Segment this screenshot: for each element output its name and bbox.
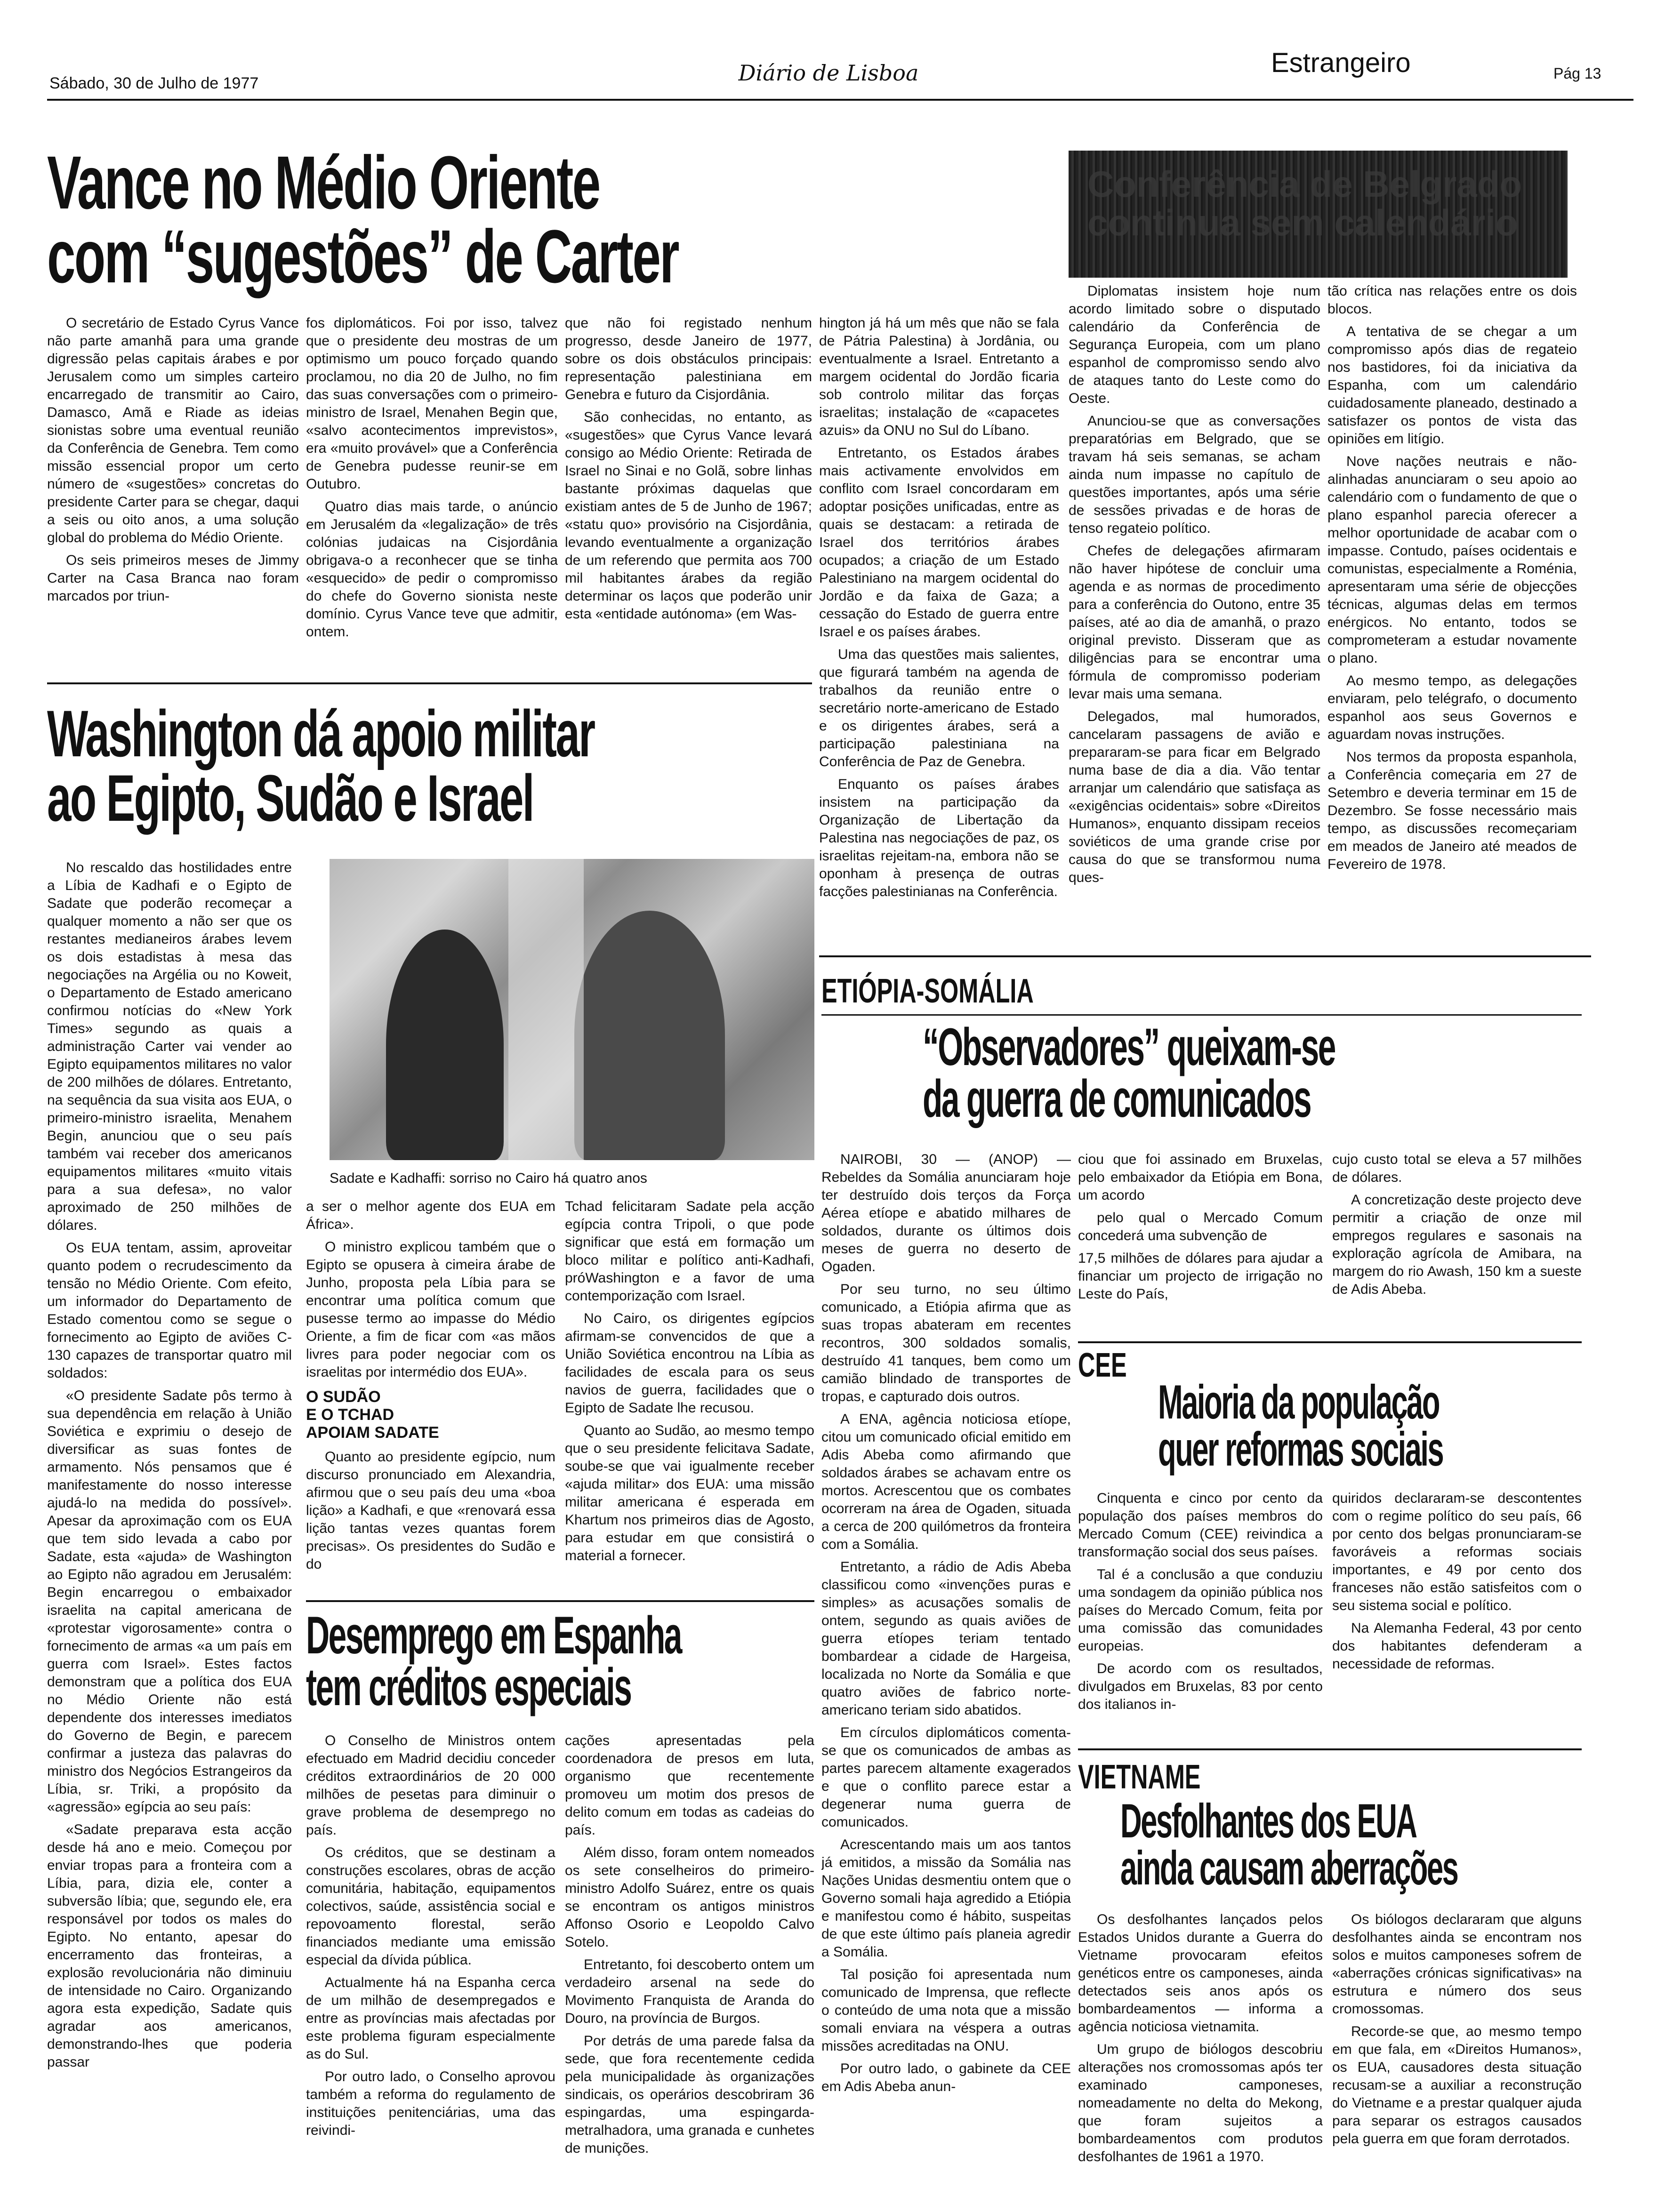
washington-paragraph: O ministro explicou também que o Egipto se opusera à cimeira árabe de Junho, proposta pela Líbia para se encontrar uma política comum que pusesse termo ao impasse do Médio Oriente, a fim de ficar com «as mãos livres para poder negociar com os israelitas por intermédio dos EUA». [306,1239,555,1380]
espanha-headline-line1: Desemprego em Espanha [306,1610,681,1665]
etiopia-paragraph: Tal posição foi apresentada num comunicado de Imprensa, que reflecte o conteúdo de uma nota que a missão somali enviara na véspera a outras missões acreditadas na ONU. [821,1967,1071,2054]
etiopia-paragraph: 17,5 milhões de dólares para ajudar a financiar um projecto de irrigação no Leste do País, [1078,1250,1323,1302]
vietname-headline-line1: Desfolhantes dos EUA [1120,1798,1416,1848]
cee-headline-line2: quer reformas sociais [1158,1422,1443,1476]
cee-column-1 [1078,1490,1323,1744]
vance-column-4 [819,314,1059,945]
vance-bottom-rule [47,682,812,684]
etiopia-paragraph: pelo qual o Mercado Comum concederá uma subvenção de [1078,1210,1323,1243]
photo-backdrop [508,859,584,1160]
etiopia-paragraph: Por outro lado, o gabinete da CEE em Adis Abeba anun- [821,2061,1071,2094]
masthead-page-number: Pág 13 [1553,65,1601,82]
espanha-paragraph: cações apresentadas pela coordenadora de presos em luta, organismo que recentemente promoveu um motim dos presos de delito comum em todas as cadeias do país. [565,1733,814,1838]
belgrado-paragraph: Delegados, mal humorados, cancelaram passagens de avião e prepararam-se para ficar em Belgrado numa base de dia a dia. Vão tentar arranjar um calendário que satisfaça as «exigências ocidentais» sobre «Direitos Humanos», enquanto dissipam receios soviéticos de uma grande crise por causa do que se transformou numa ques- [1069,709,1320,885]
vance-paragraph: Enquanto os países árabes insistem na participação da Organização de Libertação da Palestina nas negociações de paz, os israelitas rejeitam-na, embora não se oponham à presença de outras facções palestinianas na Conferência. [819,777,1059,899]
masthead-date: Sábado, 30 de Julho de 1977 [49,74,259,92]
vance-column-3 [565,314,812,681]
cee-paragraph: quiridos declararam-se descontentes com o regime político do seu país, 66 por cento dos belgas pronunciaram-se favoráveis a reformas sociais importantes, e 49 por cento dos franceses não estão satisfeitos com o seu sistema social e político. [1332,1491,1582,1613]
belgrado-paragraph: Anunciou-se que as conversações preparatórias em Belgrado, que se travam há seis semanas, se acham ainda num impasse no capítulo de questões importantes, após uma série de sessões privadas e de horas de tenso regateio político. [1069,413,1320,536]
etiopia-headline [923,1021,1582,1130]
etiopia-paragraph: Por seu turno, no seu último comunicado, a Etiópia afirma que as suas tropas abateram em recentes recontros, 300 soldados somalis, destruído 41 tanques, bem como um camião blindado de transportes de tropas, e capturado dois outros. [821,1282,1071,1404]
washington-subhead [306,1388,555,1442]
etiopia-paragraph: Acrescentando mais um aos tantos já emitidos, a missão da Somália nas Nações Unidas desmentiu ontem que o Governo somali haja agredido a Etiópia e manifestou como é hábito, suspeitas de que este último país planeia agredir a Somália. [821,1837,1071,1960]
vietname-paragraph: Os desfolhantes lançados pelos Estados Unidos durante a Guerra do Vietname provocaram efeitos genéticos entre os camponeses, ainda detectados seis anos após os bombardeamentos — informa a agência noticiosa vietnamita. [1078,1912,1323,2035]
etiopia-paragraph: A ENA, agência noticiosa etíope, citou um comunicado oficial emitido em Adis Abeba como afirmando que soldados árabes se achavam entre os mortos. Acrescentou que os combates ocorreram na área de Ogaden, situada a cerca de 200 quilómetros da fronteira com a Somália. [821,1411,1071,1552]
vance-paragraph: Uma das questões mais salientes, que figurará também na agenda de trabalhos da reunião entre o secretário norte-americano de Estado e os dirigentes árabes, será a participação palestiniana na Conferência de Paz de Genebra. [819,647,1059,769]
cee-paragraph: Tal é a conclusão a que conduziu uma sondagem da opinião pública nos países do Mercado Comum, feita por uma comissão das comunidades europeias. [1078,1567,1323,1654]
washington-paragraph: Os EUA tentam, assim, aproveitar quanto podem o recrudescimento da tensão no Médio Oriente. Com efeito, um informador do Departamento de Estado comentou como se segue o fornecimento ao Egipto de aviões C-130 capazes de transportar quatro mil soldados: [47,1240,292,1381]
masthead-paper-name: Diário de Lisboa [738,60,919,86]
espanha-headline [306,1610,814,1723]
washington-headline [47,701,812,842]
espanha-paragraph: Por detrás de uma parede falsa da sede, que fora recentemente cedida pela municipalidade às organizações sindicais, os operários descobriram 36 espingardas, uma espingarda-metralhadora, uma granada e cunhetes de munições. [565,2033,814,2156]
masthead-rule [47,99,1633,101]
belgrado-paragraph: Ao mesmo tempo, as delegações enviaram, pelo telégrafo, o documento espanhol aos seus Governos e aguardam novas instruções. [1327,673,1577,742]
vance-paragraph: que não foi registado nenhum progresso, desde Janeiro de 1977, sobre os dois obstáculos principais: representação palestiniana em Genebra e futuro da Cisjordânia. [565,315,812,402]
belgrado-column-1 [1069,282,1320,951]
washington-paragraph: No Cairo, os dirigentes egípcios afirmam-se convencidos de que a União Soviética encontrou na Líbia as facilidades de escala para os seus navios de guerra, facilidades que o Egipto de Sadate lhe recusou. [565,1311,814,1416]
vietname-paragraph: Recorde-se que, ao mesmo tempo em que fala, em «Direitos Humanos», os EUA, causadores desta situação recusam-se a auxiliar a reconstrução do Vietname e a prestar qualquer ajuda para separar os estragos causados pela guerra em que foram derrotados. [1332,2024,1582,2147]
washington-paragraph: Quanto ao presidente egípcio, num discurso pronunciado em Alexandria, afirmou que o seu país deu uma «boa lição» a Kadhafi, e que «renovará essa lição tantas vezes quantas forem precisas». Os presidentes do Sudão e do [306,1449,555,1572]
washington-paragraph: Quanto ao Sudão, ao mesmo tempo que o seu presidente felicitava Sadate, soube-se que vai igualmente receber «ajuda militar» dos EUA: uma missão militar americana é esperada em Khartum nos primeiros dias de Agosto, para estudar em que consistirá o material a fornecer. [565,1423,814,1563]
etiopia-bottom-rule [1078,1341,1582,1343]
etiopia-paragraph: Entretanto, a rádio de Adis Abeba classificou como «invenções puras e simples» as acusações somalis de ontem, segundo as quais aviões de guerra etíopes teriam tentado bombardear a cidade de Hargeisa, localizada no Norte da Somália e que quatro aviões de fabrico norte-americano teriam sido abatidos. [821,1559,1071,1718]
etiopia-kicker-rule [821,1014,1582,1016]
vietname-kicker [1078,1758,1360,1800]
photo-figure-left [386,930,504,1160]
vance-paragraph: hington já há um mês que não se fala de Pátria Palestina) à Jordânia, ou eventualmente a Israel. Entretanto a margem ocidental do Jordão ficaria sob controlo militar das forças israelitas; instalação de «capacetes azuis» da ONU no Sul do Líbano. [819,315,1059,438]
belgrado-header-box [1069,151,1568,278]
belgrado-paragraph: Nove nações neutrais e não-alinhadas anunciaram o seu apoio ao calendário com o fundamento de que o plano espanhol parecia oferecer a melhor oportunidade de acabar com o impasse. Contudo, países ocidentais e comunistas, especialmente a Roménia, apresentaram uma série de objecções técnicas, algumas delas em termos enérgicos. No entanto, todos se comprometeram a estudar novamente o plano. [1327,454,1577,666]
washington-column-3 [565,1198,814,1588]
espanha-column-1 [306,1732,555,2203]
etiopia-headline-line1: “Observadores” queixam-se [923,1021,1335,1076]
etiopia-paragraph: Em círculos diplomáticos comenta-se que os comunicados de ambas as partes parecem altamente exagerados e que o conflito parece estar a degenerar numa guerra de comunicados. [821,1725,1071,1830]
cee-paragraph: De acordo com os resultados, divulgados em Bruxelas, 83 por cento dos italianos in- [1078,1661,1323,1712]
cee-headline-line1: Maioria da população [1158,1379,1439,1429]
vietname-paragraph: Os biólogos declararam que alguns desfolhantes ainda se encontram nos solos e muitos camponeses sofrem de «aberrações crónicas significativas» na estrutura e número dos seus cromossomas. [1332,1912,1582,2017]
etiopia-paragraph: NAIROBI, 30 — (ANOP) — Rebeldes da Somália anunciaram hoje ter destruído dois terços da Força Aérea etíope e abatido milhares de soldados, durante os últimos dois meses de guerra no deserto de Ogaden. [821,1152,1071,1274]
espanha-paragraph: O Conselho de Ministros ontem efectuado em Madrid decidiu conceder créditos extraordinários de 20 000 milhões de pesetas para diminuir o grave problema de desemprego no país. [306,1733,555,1838]
washington-paragraph: Tchad felicitaram Sadate pela acção egípcia contra Tripoli, o que pode significar que está em formação um bloco militar e político anti-Kadhafi, próWashington e a favor de uma contemporização com Israel. [565,1199,814,1304]
vance-paragraph: São conhecidas, no entanto, as «sugestões» que Cyrus Vance levará consigo ao Médio Oriente: Retirada de Israel no Sinai e no Golã, sobre linhas bastante próximas daquelas que existiam antes de 5 de Junho de 1967; «statu quo» provisório na Cisjordânia, levando eventualmente a organização de um referendo que permita aos 700 mil habitantes árabes da região determinar os laços que poderão unir esta «entidade autónoma» (em Was- [565,409,812,622]
vance-paragraph: fos diplomáticos. Foi por isso, talvez que o presidente deu mostras de um optimismo um pouco forçado quando proclamou, no dia 20 de Julho, no fim das suas conversações com o primeiro-ministro de Israel, Menahen Begin que, «salvo acontecimentos imprevistos», era «muito provável» que a Conferência de Genebra pudesse reunir-se em Outubro. [306,315,558,492]
etiopia-column-1 [821,1151,1071,2203]
vance-paragraph: Os seis primeiros meses de Jimmy Carter na Casa Branca nao foram marcados por triun- [47,553,299,604]
etiopia-headline-line2: da guerra de comunicados [923,1069,1311,1128]
vietname-column-2 [1332,1911,1582,2203]
etiopia-paragraph: A concretização deste projecto deve permitir a criação de onze mil empregos regulares e sasonais na exploração agrícola de Amibara, na margem do rio Awash, 150 km a sueste de Adis Abeba. [1332,1192,1582,1297]
vietname-paragraph: Um grupo de biólogos descobriu alterações nos cromossomas após ter examinado camponeses, nomeadamente no delta do Mekong, que foram sujeitos a bombardeamentos com produtos desfolhantes de 1961 a 1970. [1078,2042,1323,2164]
espanha-headline-line2: tem créditos especiais [306,1657,631,1716]
belgrado-paragraph: tão crítica nas relações entre os dois blocos. [1327,283,1577,317]
cee-headline [1158,1379,1582,1487]
belgrado-paragraph: Chefes de delegações afirmaram não haver hipótese de concluir uma agenda e as normas de procedimento para a conferência do Outono, entre 35 países, até ao dia de amanhã, o prazo original previsto. Disseram que as diligências para se encontrar uma fórmula de compromisso poderiam levar mais uma semana. [1069,543,1320,702]
espanha-paragraph: Por outro lado, o Conselho aprovou também a reforma do regulamento de instituições penitenciárias, uma das reivindi- [306,2069,555,2138]
photo-caption: Sadate e Kadhaffi: sorriso no Cairo há quatro anos [330,1170,647,1186]
vietname-headline [1120,1798,1582,1906]
subhead-line: APOIAM SADATE [306,1424,439,1442]
photo-figure-right [574,911,725,1160]
belgrado-column-2 [1327,282,1577,951]
washington-headline-line2: ao Egipto, Sudão e Israel [47,761,533,835]
belgrado-paragraph: Nos termos da proposta espanhola, a Conferência começaria em 27 de Setembro e deveria terminar em 15 de Dezembro. Se fosse necessário mais tempo, as discussões recomeçariam em meados de Janeiro até meados de Fevereiro de 1978. [1327,749,1577,872]
espanha-paragraph: Entretanto, foi descoberto ontem um verdadeiro arsenal na sede do Movimento Franquista de Aranda do Douro, na província de Burgos. [565,1957,814,2026]
etiopia-column-2 [1078,1151,1323,1339]
washington-column-2 [306,1198,555,1588]
cee-kicker-text: CEE [1078,1346,1127,1384]
washington-paragraph: «O presidente Sadate pôs termo à sua dependência em relação à União Soviética e exprimiu o desejo de diversificar as suas fontes de armamento. Nós pensamos que é manifestamente do nosso interesse ajudá-lo na medida do possível». Apesar da aproximação com os EUA que tem sido levada a cabo por Sadate, esta «ajuda» de Washington ao Egipto não agradou em Jerusalém: Begin encarregou o embaixador israelita na capital americana de «protestar vigorosamente» contra o fornecimento de armas «a um país em guerra com Israel». Estes factos demonstram que a política dos EUA no Médio Oriente não está dependente dos interesses imediatos do Governo de Begin, e parecem confirmar a justeza das palavras do ministro dos Negócios Estrangeiros da Líbia, sr. Triki, a propósito da «agressão» egípcia ao seu país: [47,1388,292,1815]
sadate-kadhafi-photo [330,859,814,1160]
vance-headline [47,146,1064,306]
etiopia-kicker-text: ETIÓPIA-SOMÁLIA [821,972,1034,1010]
espanha-column-2 [565,1732,814,2203]
washington-paragraph: a ser o melhor agente dos EUA em África». [306,1199,555,1232]
washington-paragraph: «Sadate preparava esta acção desde há ano e meio. Começou por enviar tropas para a fronteira com a Líbia, para, dizia ele, conter a subversão líbia; que, segundo ele, era responsável por todos os males do Egipto. No entanto, apesar do encerramento das fronteiras, a explosão revolucionária não diminuiu de intensidade no Cairo. Organizando agora esta expedição, Sadate quis agradar aos americanos, demonstrando-lhes que poderia passar [47,1822,292,2070]
belgrado-paragraph: A tentativa de se chegar a um compromisso após dias de regateio nos bastidores, foi da iniciativa da Espanha, com um calendário cuidadosamente planeado, destinado a satisfazer os pontos de vista das opiniões em litígio. [1327,324,1577,447]
vance-headline-line2: com “sugestões” de Carter [47,214,678,298]
vance-headline-line1: Vance no Médio Oriente [47,146,600,224]
vance-paragraph: Quatro dias mais tarde, o anúncio em Jerusalém da «legalização» de três colónias judaicas na Cisjordânia obrigava-o a reconhecer que se tinha «esquecido» de pedir o compromisso do chefe do Governo sionista neste domínio. Cyrus Vance teve que admitir, ontem. [306,499,558,640]
vance-column-2 [306,314,558,681]
cee-column-2 [1332,1490,1582,1744]
etiopia-paragraph: cujo custo total se eleva a 57 milhões de dólares. [1332,1152,1582,1185]
cee-paragraph: Na Alemanha Federal, 43 por cento dos habitantes defenderam a necessidade de reformas. [1332,1620,1582,1672]
masthead-section: Estrangeiro [1271,48,1411,78]
cee-bottom-rule [1078,1748,1582,1750]
vance-column-1 [47,314,299,681]
cee-paragraph: Cinquenta e cinco por cento da população dos países membros do Mercado Comum (CEE) reivindica a transformação social dos seus países. [1078,1491,1323,1560]
vance-paragraph: O secretário de Estado Cyrus Vance não parte amanhã para uma grande digressão pelas capitais árabes e por Jerusalem como um simples carteiro encarregado de transmitir ao Cairo, Damasco, Amã e Riade as ideias sionistas sobre uma eventual reunião da Conferência de Genebra. Tem como missão essencial propor um certo número de «sugestões» concretas do presidente Carter para se chegar, daqui a seis ou oito anos, a uma solução global do problema do Médio Oriente. [47,315,299,545]
washington-column-1 [47,859,292,2203]
espanha-paragraph: Além disso, foram ontem nomeados os sete conselheiros do primeiro-ministro Adolfo Suárez, entre os quais se encontram os antigos ministros Affonso Osorio e Leopoldo Calvo Sotelo. [565,1845,814,1950]
vietname-headline-line2: ainda causam aberrações [1120,1841,1458,1895]
etiopia-kicker [821,972,1245,1014]
vietname-column-1 [1078,1911,1323,2203]
washington-bottom-rule [306,1600,814,1602]
subhead-line: E O TCHAD [306,1406,394,1424]
vietname-kicker-text: VIETNAME [1078,1758,1201,1796]
etiopia-column-3 [1332,1151,1582,1339]
espanha-paragraph: Actualmente há na Espanha cerca de um milhão de desempregados e entre as províncias mais afectadas por este problema figuram especialmente as do Sul. [306,1975,555,2062]
belgrado-bottom-rule [819,955,1591,957]
washington-headline-line1: Washington dá apoio militar [47,701,595,770]
washington-paragraph: No rescaldo das hostilidades entre a Líbia de Kadhafi e o Egipto de Sadate que poderão recomeçar a qualquer momento a não ser que os restantes medianeiros árabes levem os dois estadistas à mesa das negociações na Argélia ou no Koweit, o Departamento de Estado americano confirmou notícias do «New York Times» segundo as quais a administração Carter vai vender ao Egipto equipamentos militares no valor de 200 milhões de dólares. Entretanto, na sequência da sua visita aos EUA, o primeiro-ministro israelita, Menahem Begin, anunciou que o seu país também vai receber dos americanos equipamentos militares «muito vitais para a sua defesa», no valor aproximado de 250 milhões de dólares. [47,860,292,1233]
espanha-paragraph: Os créditos, que se destinam a construções escolares, obras de acção comunitária, habitação, equipamentos colectivos, saúde, assistência social e repovoamento florestal, serão financiados mediante uma emissão especial da dívida pública. [306,1845,555,1968]
belgrado-faded-headline: Conferência de Belgrado continua sem calendário [1087,163,1522,243]
subhead-line: O SUDÃO [306,1388,381,1406]
etiopia-paragraph: ciou que foi assinado em Bruxelas, pelo embaixador da Etiópia em Bona, um acordo [1078,1152,1323,1203]
belgrado-paragraph: Diplomatas insistem hoje num acordo limitado sobre o disputado calendário da Conferência de Segurança Europeia, com um plano espanhol de compromisso sendo alvo de ataques tanto do Leste como do Oeste. [1069,283,1320,406]
vance-paragraph: Entretanto, os Estados árabes mais activamente envolvidos em conflito com Israel concordaram em adoptar posições unificadas, entre as quais se destacam: a retirada de Israel dos territórios árabes ocupados; a criação de um Estado Palestiniano na margem ocidental do Jordão e da faixa de Gaza; a cessação do Estado de guerra entre Israel e os países árabes. [819,445,1059,640]
